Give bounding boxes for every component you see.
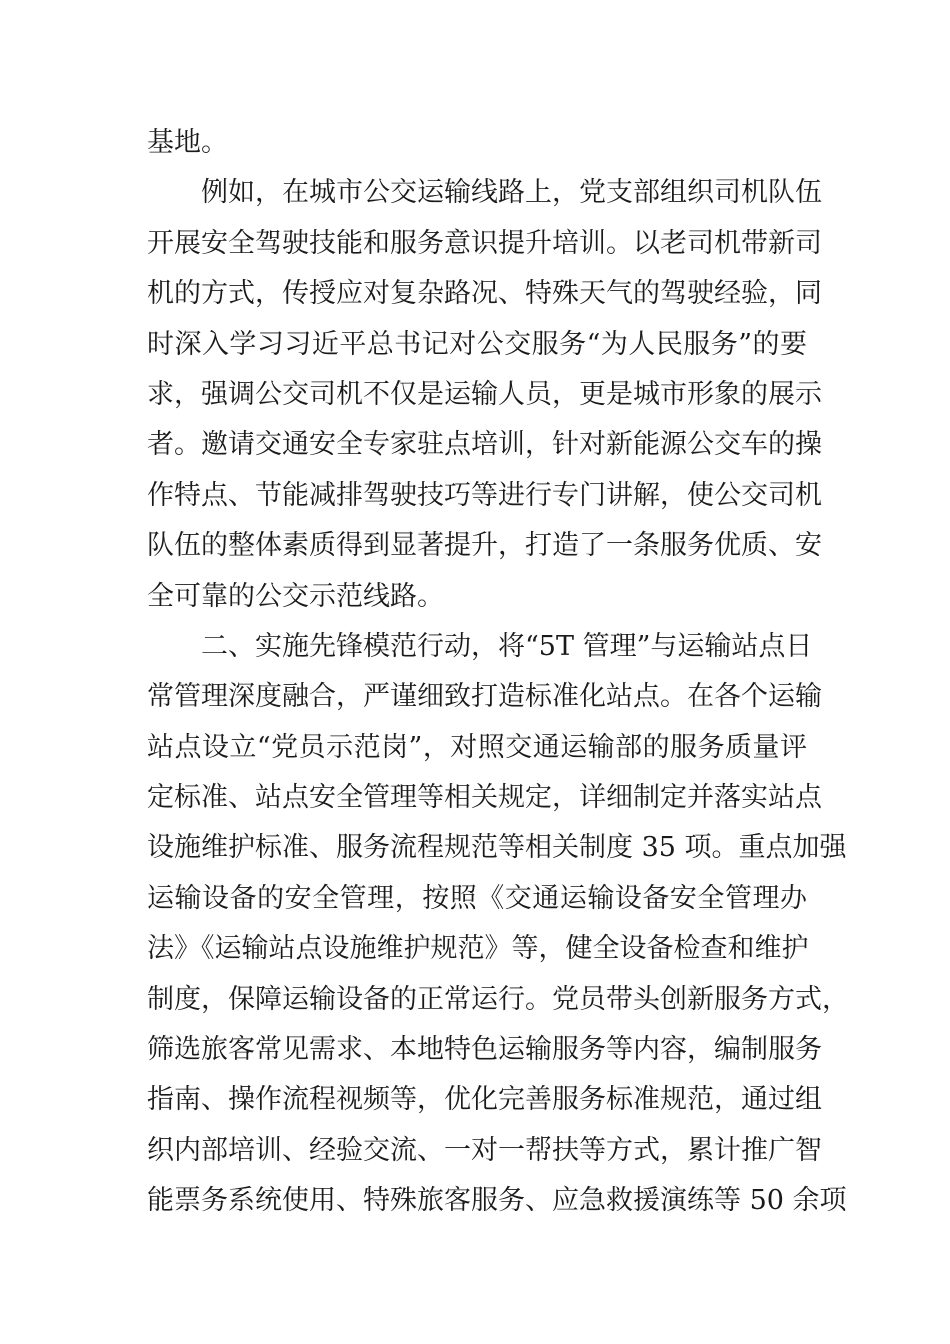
text-line: 基地。 (147, 127, 228, 158)
text-line: 设施维护标准、服务流程规范等相关制度 35 项。重点加强 (147, 832, 847, 864)
text-line: 作特点、节能减排驾驶技巧等进行专门讲解，使公交司机 (147, 479, 822, 511)
text-line: 法》《运输站点设施维护规范》等，健全设备检查和维护 (147, 933, 809, 965)
text-line: 全可靠的公交示范线路。 (147, 580, 444, 612)
text-line: 者。邀请交通安全专家驻点培训，针对新能源公交车的操 (147, 429, 822, 461)
text-line: 时深入学习习近平总书记对公交服务“为人民服务”的要 (147, 328, 807, 360)
text-line: 指南、操作流程视频等，优化完善服务标准规范，通过组 (147, 1084, 822, 1116)
text-line: 二、实施先锋模范行动，将“5T 管理”与运输站点日 (147, 630, 813, 662)
document-body (147, 118, 849, 1227)
text-line: 求，强调公交司机不仅是运输人员，更是城市形象的展示 (147, 378, 822, 410)
text-line: 定标准、站点安全管理等相关规定，详细制定并落实站点 (147, 782, 822, 814)
text-line: 能票务系统使用、特殊旅客服务、应急救援演练等 50 余项 (147, 1185, 847, 1217)
text-line: 例如，在城市公交运输线路上，党支部组织司机队伍 (147, 177, 822, 209)
text-line: 队伍的整体素质得到显著提升，打造了一条服务优质、安 (147, 530, 822, 562)
text-line: 制度，保障运输设备的正常运行。党员带头创新服务方式， (147, 983, 849, 1015)
text-line: 站点设立“党员示范岗”，对照交通运输部的服务质量评 (147, 731, 807, 763)
text-line: 机的方式，传授应对复杂路况、特殊天气的驾驶经验，同 (147, 278, 822, 310)
text-line: 筛选旅客常见需求、本地特色运输服务等内容，编制服务 (147, 1034, 822, 1066)
text-line: 运输设备的安全管理，按照《交通运输设备安全管理办 (147, 882, 807, 914)
text-line: 织内部培训、经验交流、一对一帮扶等方式，累计推广智 (147, 1134, 822, 1166)
text-line: 开展安全驾驶技能和服务意识提升培训。以老司机带新司 (147, 227, 822, 259)
text-line: 常管理深度融合，严谨细致打造标准化站点。在各个运输 (147, 681, 822, 713)
